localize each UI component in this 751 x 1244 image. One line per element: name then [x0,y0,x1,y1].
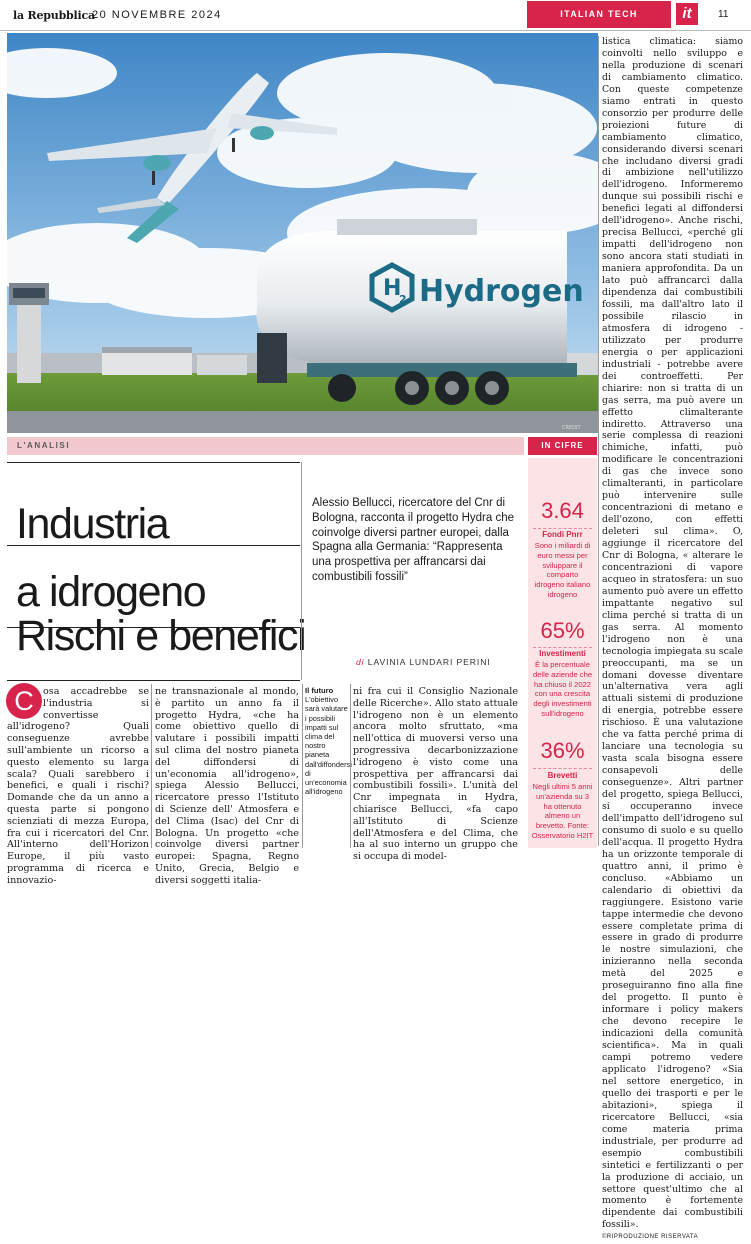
headline-line-3: Rischi e benefici [16,612,306,660]
byline [356,657,491,667]
stat-number: 65% [540,618,585,643]
section-label: ITALIAN TECH [527,1,671,28]
column-divider [598,36,599,846]
title-divider [301,462,302,680]
tank-label: Hydrogen [419,274,584,309]
h2-subscript: 2 [399,293,407,306]
title-rule [7,462,300,463]
byline-author: LAVINIA LUNDARI PERINI [367,657,491,667]
copyright-notice: ©RIPRODUZIONE RISERVATA [602,1234,699,1241]
drop-cap-spacer [7,686,43,720]
stat-text: Negli ultimi 5 anni un'azienda su 3 ha ottenuto almeno un brevetto. Fonte: Osservatorio H2IT [531,782,594,840]
article-text-right: listica climatica: siamo coinvolti nello sviluppo e nella produzione di scenari di cambiamento climatico. Con queste competenze siamo entrati in questo consorzio per produrre delle proiezioni future di cambiamento climatico, considerando diversi scenari che includano diversi gradi di ambizione nell'utilizzo dell'idrogeno. Informeremo dunque sui possibili rischi e benefici legati al diffondersi dell'idrogeno». Anche rischi, precisa Bellucci, «perché gli impatti dell'idrogeno non sono ancora stati studiati in maniera approfondita. Da un lato può affrancarci dalla dipendenza dai combustibili fossili, ma dall'altro lato il possibile rilascio in atmosfera di idrogeno - utilizzato per produrre energia o per applicazioni industriali - potrebbe avere dei controeffetti. Per chiarire: non si tratta di un gas serra, ma può avere un effetto climalterante indiretto. Attraverso una serie complessa di reazioni chimiche, infatti, può modificare le concentrazioni di gas che invece sono climalteranti, in particolare può intervenire sulle concentrazioni di metano e dell'ozono, con effetti deleteri sul clima». O, aggiunge il ricercatore del Cnr di Bologna, « alterare le concentrazioni di vapore acqueo in stratosfera: un suo aumento può avere un effetto impattante negativo sul clima perché si tratta di un gas serra. Al momento l'idrogeno non è una tecnologia impiegata su scale preoccupanti, ma se un domani dovesse diventare un'alternativa vera agli attuali sistemi di produzione di energia, potrebbe essere rischioso. È una valutazione che va fatta perché prima di lanciare una tecnologia su vasta scala bisogna essere consapevoli delle conseguenze». Altri partner del progetto, spiega Bellucci, si occuperanno invece dell'impatto dell'idrogeno sul consumo di suolo e su quello dell'acqua. Il progetto Hydra ha un orizzonte temporale di quattro anni, il primo è concluso. «Abbiamo un calendario di obiettivi da raggiungere. Esistono varie tappe intermedie che devono essere completate prima di essere in grado di produrre le nostre simulazioni, che inizieranno nella seconda metà del 2025 e proseguiranno fino alla fine del progetto. Il punto è informare i policy makers che devono recepire le indicazioni della comunità scientifica». Ma in quali campi potremo vedere applicato l'idrogeno? «Sia nel settore energetico, in quello dei trasporti e per le abitazioni», spiega il ricercatore Bellucci, «sia come materia prima industriale, per produrre ad esempio combustibili sintetici e fertilizzanti o per la produzione di acciaio, un settore quest'ultimo che al momento è fortemente dipendente dai combustibili fossili». [602,36,743,1231]
stat-number: 3.64 [541,498,584,523]
title-rule [7,680,300,681]
article-text-1: osa accadrebbe se l'industria si convertisse all'idrogeno? Quali conseguenze avrebbe sull'ambiente un ricorso a questo elemento su larga scala? Quali sarebbero i benefici, e quali i rischi? Domande che da un anno a questa parte si pongono scienziati di mezza Europa, fra cui i ricercatori del Cnr. All'interno dell'Horizon Europe, il più vasto programma di ricerca e innovazio- [7,686,149,886]
hero-photo [7,33,598,433]
column-divider [350,684,351,848]
stat-divider [533,768,592,769]
headline-line-2: a idrogeno [16,568,206,616]
page-number: 11 [718,9,729,20]
sidebar-title: Il futuro [305,686,334,695]
band-label: L'ANALISI [17,441,71,450]
title-rule [7,545,300,546]
issue-date: 20 NOVEMBRE 2024 [92,9,222,21]
page-header [0,0,751,31]
sidebar-text: L'obiettivo sarà valutare i possibili impatti sul clima del nostro pianeta dall'diffondersi di un'economia all'idrogeno [305,695,352,797]
headline-line-1: Industria [16,500,169,548]
stat-number: 36% [540,738,585,763]
section-logo: it [676,3,698,25]
stat-label: Brevetti [547,771,578,780]
stat-text: È la percentuale delle aziende che ha chiuso il 2022 con una crescita degli investimenti sull'idrogeno [532,660,593,718]
stat-text: Sono i miliardi di euro messi per sviluppare il comparto idrogeno italiano idrogeno [534,541,591,599]
column-divider [302,684,303,848]
stats-box [528,458,597,848]
article-column-1 [7,686,149,887]
in-cifre-label: IN CIFRE [528,437,597,455]
section-band [7,437,524,455]
article-column-2: ne transnazionale al mondo, è partito un anno fa il progetto Hydra, «che ha come obiettivo quello di valutare i possibili impatti sul clima del nostro pianeta del diffondersi di un'economia all'idrogeno», spiega Alessio Bellucci, ricercatore presso l'Istituto di Scienze dell' Atmosfera e del Clima (Isac) del Cnr di Bologna. Un progetto «che coinvolge diversi partner europei: Spagna, Regno Unito, Grecia, Belgio e diversi soggetti italia- [155,686,299,886]
sidebar-note [305,686,352,797]
column-divider [151,684,152,848]
photo-credit: CREDIT [562,425,581,431]
article-column-3: ni fra cui il Consiglio Nazionale delle Ricerche». Allo stato attuale l'idrogeno non è un elemento ancora molto sfruttato, «ma nell'ottica di muoversi verso una progressiva decarbonizzazione l'idrogeno è visto come una prospettiva per affrancarsi dai combustibili fossili». L'unità del Cnr impegnata in Hydra, chiarisce Bellucci, «fa capo all'Istituto di Scienze dell'Atmosfera e del Clima, che ha al suo interno un gruppo che si occupa di model- [353,686,518,863]
newspaper-logo: la Repubblica [13,9,95,22]
stat-divider [533,647,592,648]
stat-divider [533,528,592,529]
stat-label: Investimenti [539,649,586,658]
drop-cap: C [6,683,42,719]
stat-label: Fondi Pnrr [542,530,583,539]
h2-symbol: H [383,276,402,301]
hydrogen-truck-airplane-illustration [7,33,598,433]
byline-prefix: di [356,657,365,667]
article-dek: Alessio Bellucci, ricercatore del Cnr di Bologna, racconta il progetto Hydra che coinvolge diversi partner europei, dalla Spagna alla Germania: “Rappresenta una prospettiva per affrancarsi dai combustibili fossili” [312,497,515,583]
article-column-right [602,36,743,1244]
